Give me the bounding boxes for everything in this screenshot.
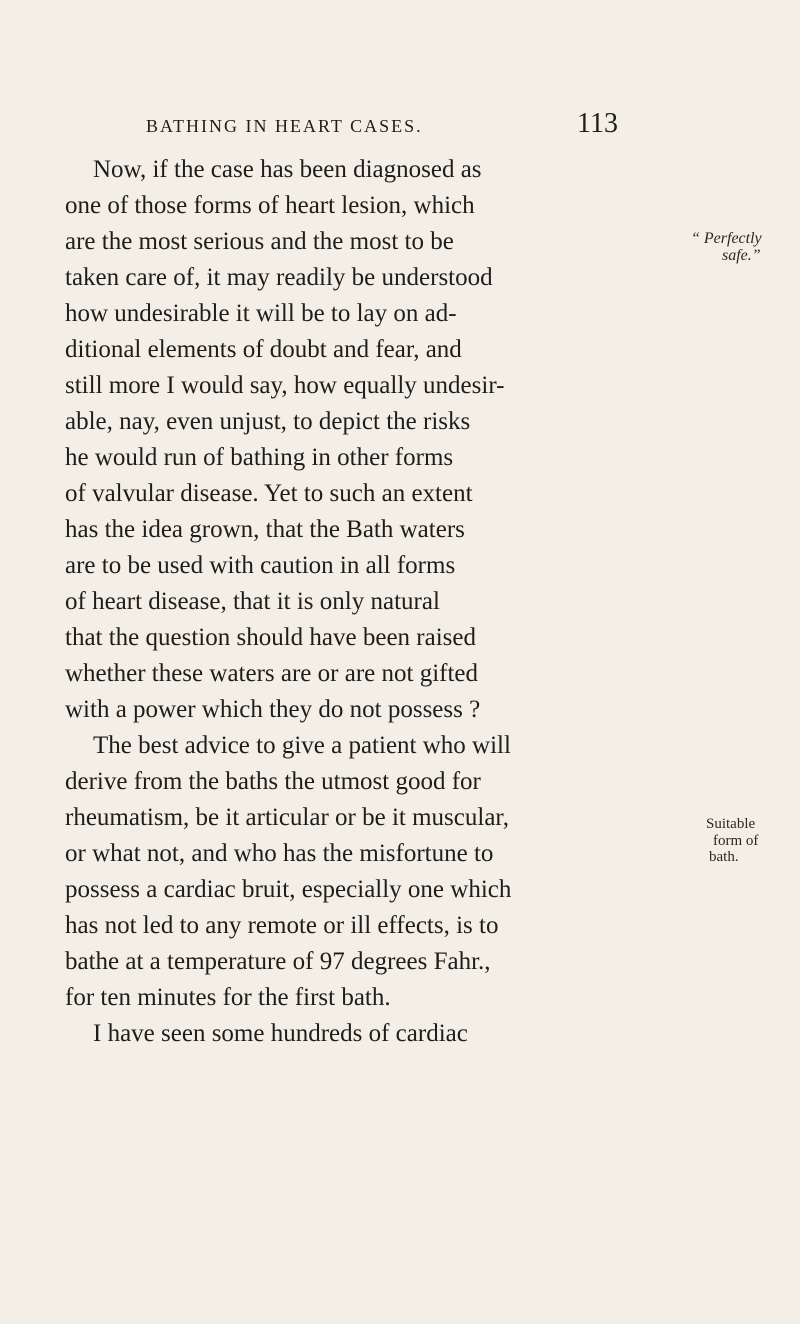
text-line: with a power which they do not possess ? (65, 696, 481, 723)
text-line: one of those forms of heart lesion, which (65, 192, 475, 219)
text-line: are to be used with caution in all forms (65, 552, 456, 579)
text-line: that the question should have been raised (65, 624, 476, 651)
text-line: bathe at a temperature of 97 degrees Fahr., (65, 948, 491, 975)
text-line: derive from the baths the utmost good for (65, 768, 481, 795)
margin-note-safe: safe.” (722, 247, 761, 264)
text-line: are the most serious and the most to be (65, 228, 454, 255)
page-number: 113 (577, 108, 618, 139)
text-line: whether these waters are or are not gifted (65, 660, 479, 687)
text-line: Now, if the case has been diagnosed as (93, 156, 482, 183)
text-line: taken care of, it may readily be understood (65, 264, 493, 291)
running-head (0, 105, 800, 145)
running-title: BATHING IN HEART CASES. (146, 116, 423, 136)
margin-note-form-of: form of (713, 833, 759, 849)
text-line: ditional elements of doubt and fear, and (65, 336, 462, 363)
margin-note-suitable: Suitable (706, 816, 756, 832)
text-line: how undesirable it will be to lay on ad- (65, 300, 457, 327)
text-line: still more I would say, how equally undesir- (65, 372, 505, 399)
text-line: possess a cardiac bruit, especially one which (65, 876, 512, 903)
text-line: able, nay, even unjust, to depict the risks (65, 408, 471, 435)
text-line: for ten minutes for the first bath. (65, 984, 391, 1011)
text-line: I have seen some hundreds of cardiac (93, 1020, 468, 1047)
text-line: of valvular disease. Yet to such an extent (65, 480, 473, 507)
text-line: or what not, and who has the misfortune to (65, 840, 494, 867)
text-line: The best advice to give a patient who will (93, 732, 511, 759)
text-line: of heart disease, that it is only natural (65, 588, 440, 615)
margin-note-bath: bath. (709, 849, 739, 865)
text-line: rheumatism, be it articular or be it muscular, (65, 804, 509, 831)
text-line: has the idea grown, that the Bath waters (65, 516, 465, 543)
text-line: he would run of bathing in other forms (65, 444, 454, 471)
text-line: has not led to any remote or ill effects, is to (65, 912, 499, 939)
margin-note-perfectly: “ Perfectly (691, 230, 762, 247)
